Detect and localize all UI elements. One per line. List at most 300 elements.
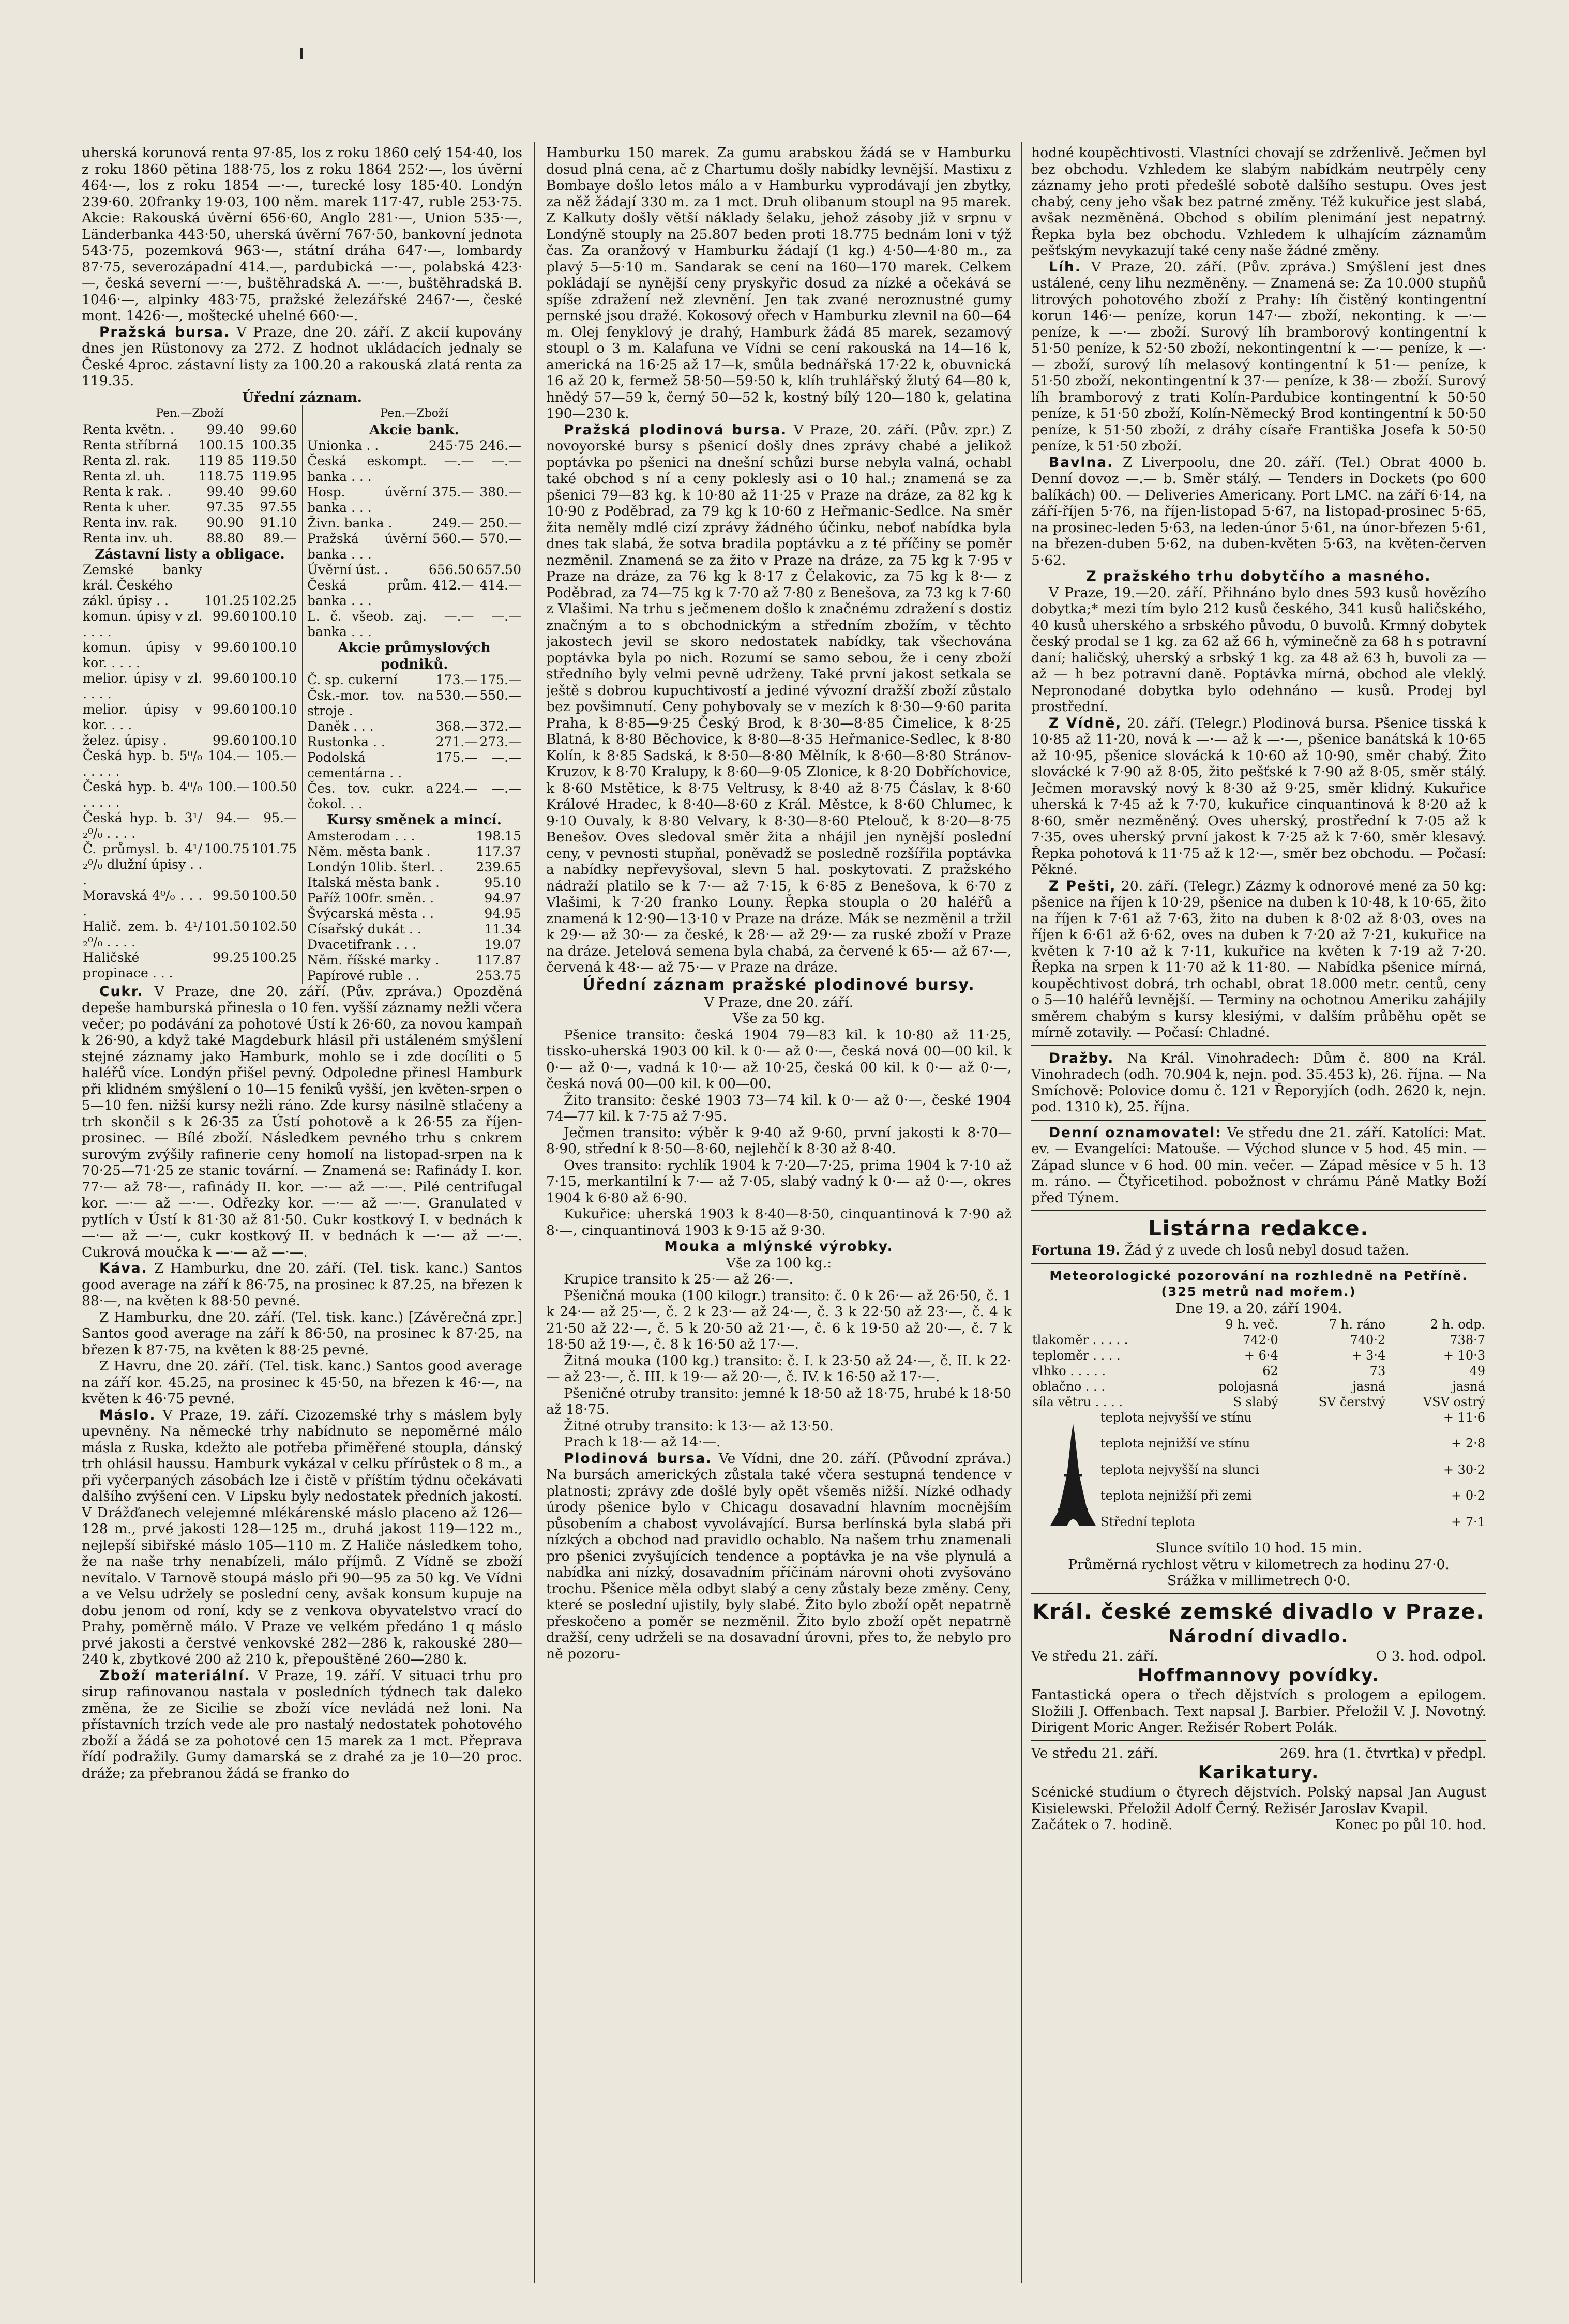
editorial-mailbox-heading: Listárna redakce. <box>1148 1217 1369 1241</box>
divider <box>1031 1120 1486 1121</box>
table-row <box>306 891 522 906</box>
row-value: + 7·1 <box>1451 1514 1485 1529</box>
row-value: + 3·4 <box>1351 1348 1386 1363</box>
row-value: jasná <box>1452 1379 1485 1394</box>
row-value: 104.— <box>207 748 250 763</box>
row-value: 99.40 <box>206 421 244 437</box>
row-label: Londýn 10lib. šterl. . <box>307 859 444 874</box>
row-label: Italská města bank . <box>307 874 440 890</box>
row-label: Renta k rak. . <box>83 484 172 499</box>
row-label: teplota nejnižší ve stínu <box>1100 1436 1250 1451</box>
sugar-text: V Praze, dne 20. září. (Pův. zpráva.) Opozděná depeše hamburská přinesla o 10 fen. vyšší záznamy nežli včera večer; po podávání za pohotové Ústí k 26·60, za novou kampaň k 26·90, a když také Magdeburk hlásil při ustáleném smýšlení stejné záznamy jako Hamburk, mohlo se i zde docíliti o 5 haléřů více. Londýn přišel pevný. Odpoledne přinesl Hamburk při klidném smýšlení o 10—15 feniků vyšší, jen květen-srpen o 5—10 fen. nižší kursy nežli ráno. Zde kursy násilně stlačeny a trh skončil s k 26·35 za Ústí pohotově a k 26·55 za říjen-prosinec. — Bílé zboží. Následkem pevného trhu s cnkrem surovým zvýšily rafinerie ceny homolí na listopad-srpen na k 70·25—71·25 ze stanic tovární. — Znamená se: Rafinády I. kor. 77·— až 78·—, rafinády II. kor. —·— až —·—. Pilé centrifugal kor. —·— až —·—. Odřezky kor. —·— až —·—. Granulated v pytlích v Ústí k 81·30 až 81·50. Cukr kostkový I. v bednách k —·— až —·—, cukr kostkový II. v bednách k —·— až —·—. Cukrová moučka k —·— až —·—. <box>82 983 522 1260</box>
row-label: Renta stříbrná <box>83 437 178 452</box>
butter-text: V Praze, 19. září. Cizozemské trhy s máslem byly upevněny. Na německé trhy nabídnuto se nepoměrné málo másla z Ruska, kdežto ale potřeba přiměřené stoupla, dánský trh ohlásil haussu. Hamburk vykázal v celku přírůstek o 8 m., a při vyčerpaných zásobách lze i čistě v příštím týdnu očekávati dalšího zvýšení cen. V Lipsku byly nedostatek předních jakostí. V Drážďanech velejemné mlékárenské máslo placeno až 126—128 m., prvé jakosti 128—125 m., druhá jakost 119—122 m., nejlepší sibiřské máslo 105—110 m. Z Haliče následkem toho, že na naše trhy nenabízeli, málo příjmů. Z Vídně se zboží nevítalo. V Tarnově stoupá máslo při 90—95 za 50 kg. Ve Vídni a ve Velsu udržely se poslední ceny, avšak konsum kupuje na dobu jenom od roní, kdy se z venkova obyvatelstvo vrací do Prahy, poměrně málo. V Praze ve velkém předáno 1 q máslo prvé jakosti a čerstvé venkovské 282—286 k, rakouské 280—240 k, zbytkové 200 až 210 k, přepouštěné 260—280 k. <box>82 1407 522 1667</box>
row-value: 657.50 <box>476 562 521 577</box>
row-value: 368.— <box>435 719 478 734</box>
table-row <box>82 484 298 500</box>
row-value: 73 <box>1369 1364 1386 1378</box>
row-label: Paříž 100fr. směn. . <box>307 890 434 906</box>
row-value: 95.— <box>263 810 297 825</box>
section-heading: Cukr. <box>99 983 144 1000</box>
meteo-extremes-table <box>1099 1410 1486 1540</box>
table-row <box>82 841 298 888</box>
vienna-text: 20. září. (Telegr.) Plodinová bursa. Pšenice tisská k 10·85 až 11·20, nová k —·— až k —·—, pšenice banátská k 10·65 až 10·95, pšenice slovácká k 10·60 až 10·90, směr chabý. Žito slovácké k 7·90 až 8·05, žito pešťské k 7·90 až 8·05, směr stálý. Ječmen moravský nový k 8·30 až 9·25, směr klidný. Kukuřice uherská k 7·45 až k 7·70, kukuřice cinquantinová k 8·20 až k 8·60, směr nezměněný. Oves uherský, prostřední k 7·05 až k 7·35, oves uherský první jakost k 7·25 až k 7·60, směr klesavý. Řepka pohotová k 11·75 až k 12·—, směr bez obchodu. — Počasí: Pěkné. <box>1031 715 1486 878</box>
row-value: —.— <box>444 454 474 469</box>
row-value: 102.25 <box>251 593 297 608</box>
row-value: 88.80 <box>206 530 244 546</box>
column-2 <box>546 145 1012 2291</box>
row-value: 100.10 <box>251 640 297 655</box>
renta-table <box>82 422 298 546</box>
meteo-row <box>1099 1488 1486 1514</box>
row-label: Haličské propinace . . . <box>83 950 173 980</box>
exchange-rates-heading: Kursy směnek a mincí. <box>327 812 502 828</box>
divider <box>1031 1210 1486 1211</box>
table-row <box>82 453 298 469</box>
row-value: 740·2 <box>1350 1333 1386 1347</box>
row-value: 100.— <box>207 779 250 794</box>
table-row <box>82 950 298 981</box>
divider <box>1031 1045 1486 1046</box>
row-label: Císařský dukát . . <box>307 921 421 937</box>
row-value: 99.25 <box>212 950 250 965</box>
row-value: 99.60 <box>260 421 297 437</box>
show2-end: Konec po půl 10. hod. <box>1335 1817 1486 1833</box>
meteo-row <box>1031 1363 1486 1379</box>
corn-text: Kukuřice: uherská 1903 k 8·40—8·50, cinquantinová k 7·90 až 8·—, cinquantinová 1903 k 9·15 až 9·30. <box>546 1206 1012 1239</box>
dust-text: Prach k 18·— až 14·—. <box>564 1434 721 1450</box>
divider <box>1031 1740 1486 1741</box>
row-value: 90.90 <box>206 515 244 530</box>
row-value: 119.50 <box>251 452 297 468</box>
column-rule <box>534 142 535 2283</box>
row-label: komun. úpisy v kor. . . . . <box>83 640 203 670</box>
row-value: jasná <box>1352 1379 1386 1394</box>
table-row <box>306 953 522 968</box>
table-row <box>82 593 298 609</box>
row-label: Česká hyp. b. 5⁰/₀ . . . . . <box>83 748 203 779</box>
row-value: 97.35 <box>206 499 244 515</box>
row-value: 117.37 <box>476 843 521 859</box>
row-value: 100.50 <box>251 888 297 903</box>
row-label: Papírové ruble . . <box>307 968 420 983</box>
table-row <box>82 515 298 531</box>
row-label: Podolská cementárna . . <box>307 750 402 780</box>
row-value: 100.10 <box>251 609 297 624</box>
meteo-col-header: 9 h. več. <box>1225 1317 1278 1332</box>
row-value: 271.— <box>435 734 478 749</box>
divider <box>1031 1263 1486 1264</box>
section-heading: Z Pešti, <box>1049 878 1117 894</box>
row-value: 94.97 <box>484 890 521 906</box>
row-value: + 11·6 <box>1443 1410 1485 1425</box>
table-row <box>82 810 298 841</box>
meteo-line: Průměrná rychlost větru v kilometrech za hodinu 27·0. <box>1068 1556 1450 1573</box>
pest-text: 20. září. (Telegr.) Zázmy k odnorové mené za 50 kg: pšenice na říjen k 10·29, pšenice na duben k 10·48, k 10·65, žito na říjen k 7·61 až 7·63, žito na duben k 8·02 až 8·03, oves na říjen k 6·61 až 6·62, oves na duben k 7·20 až 7·21, kukuřice na květen k 7·10 až k 7·11, kukuřice na květen k 7·19 až 7·20. Řepka na srpen k 11·70 až k 11·80. — Nabídka pšenice mírná, koupěchtivost dobrá, trh ochabl, obrat 18.000 metr. centů, ceny o 5—10 haléřů levnější. — Terminy na ochotnou Ameriku zahájily směrem chabým s kursy klesiými, v dalším průběhu opět se mírně zotavily. — Počasí: Chladné. <box>1031 878 1486 1040</box>
section-heading: Pražská plodinová bursa. <box>564 421 788 438</box>
pen-zbozi-label: Pen.—Zboží <box>156 407 224 420</box>
row-value: 102.50 <box>251 919 297 934</box>
row-label: Živn. banka . <box>307 516 393 531</box>
section-heading: Dražby. <box>1049 1050 1114 1066</box>
row-label: Renta inv. uh. <box>83 530 173 546</box>
row-value: 560.— <box>432 531 474 546</box>
table-row <box>306 688 522 719</box>
show2-text: Scénické studium o čtyrech dějstvích. Polský napsal Jan August Kisielewski. Přeložil Adolf Černý. Režisér Jaroslav Kvapil. <box>1031 1784 1486 1817</box>
row-value: 250.— <box>479 516 521 531</box>
meteo-col-header: 2 h. odp. <box>1430 1317 1485 1332</box>
vienna-produce-text: Ve Vídni, dne 20. září. (Původní zpráva.) Na bursách amerických zůstala také včera sestupná tendence v platnosti; zprávy zde došlé byly opět všeměs nižší. Nízké odhady úrody pšenice bylo v Chicagu dosavadní hlavním mocnějším působením a chabost vyvolávající. Bursa berlínská byla slabá při nízkých a obchod nad pravidlo ochablo. Na našem trhu znamenali pro pšenici zvyšujících tendence a poptávka je na vše plynulá a nabídka ani nízký, dosavadním příčinám nárovni ohoti zvyšováno trochu. Pšenice měla odbyt slabý a ceny zůstaly beze změny. Ceny, které se poslední ujistily, byly slabé. Žito bylo zboží opět nepatrně přeskočeno a poměr se nezměnil. Žito bylo zboží opět nepatrně dražší, ceny udrželi se na dosavadní úrovni, přes to, že nebylo pro ně pozoru- <box>546 1450 1012 1662</box>
row-value: 530.— <box>435 688 478 703</box>
row-label: komun. úpisy v zl. . . . . <box>83 609 203 639</box>
row-value: 95.10 <box>484 874 521 890</box>
theatre-heading: Král. české zemské divadlo v Praze. <box>1032 1599 1485 1624</box>
row-label: melior. úpisy v kor. . . . <box>83 702 203 732</box>
row-value: 117.87 <box>476 952 521 968</box>
exchange-rates-table <box>306 828 522 984</box>
table-row <box>306 609 522 640</box>
table-row <box>306 859 522 875</box>
section-heading: Máslo. <box>99 1407 156 1423</box>
row-value: 570.— <box>479 531 521 546</box>
table-row <box>82 671 298 702</box>
row-value: 94.— <box>216 810 250 825</box>
row-value: —.— <box>491 781 521 796</box>
show2-start: Začátek o 7. hodině. <box>1031 1817 1173 1833</box>
row-value: 273.— <box>479 734 521 749</box>
show1-date-row <box>1031 1648 1486 1665</box>
row-value: 738·7 <box>1450 1333 1485 1347</box>
row-label: teplota nejvyšší na slunci <box>1100 1462 1259 1477</box>
show1-date: Ve středu 21. září. <box>1031 1648 1158 1664</box>
row-value: 11.34 <box>484 921 521 937</box>
meteo-subtitle: (325 metrů nad mořem.) <box>1161 1285 1356 1299</box>
table-row <box>306 578 522 609</box>
row-value: 100.10 <box>251 702 297 717</box>
row-label: teplota nejvyšší ve stínu <box>1100 1410 1253 1425</box>
section-heading: Plodinová bursa. <box>564 1450 713 1467</box>
row-label: Něm. říšské marky . <box>307 952 440 968</box>
row-label: Unionka . . <box>307 438 379 453</box>
row-value: + 0·2 <box>1451 1488 1485 1503</box>
goods-para <box>82 1668 522 1782</box>
industrial-shares-table <box>306 672 522 812</box>
row-label: L. č. všeob. zaj. banka . . . <box>307 609 427 639</box>
show2-date-row <box>1031 1745 1486 1762</box>
row-label: Česká prům. banka . . . <box>307 578 427 608</box>
row-label: síla větru . . . . <box>1032 1395 1123 1409</box>
row-label: Č. sp. cukerní <box>307 672 398 687</box>
bourse-table-left <box>82 405 298 984</box>
row-label: Č. průmysl. b. 4¹/₂⁰/₀ dlužní úpisy . . . <box>83 841 203 887</box>
table-row <box>82 702 298 733</box>
row-value: 380.— <box>479 485 521 500</box>
table-row <box>306 875 522 891</box>
row-label: vlhko . . . . . <box>1032 1364 1106 1378</box>
scan-mark <box>300 48 303 59</box>
row-value: —.— <box>491 750 521 765</box>
bourse-table-right <box>302 405 522 984</box>
row-value: 656.50 <box>429 562 474 577</box>
row-label: Renta zl. rak. <box>83 452 171 468</box>
row-label: melior. úpisy v zl. . . . . <box>83 671 203 701</box>
row-value: 119.95 <box>251 468 297 484</box>
row-value: 239.65 <box>476 859 521 874</box>
coffee-text: Z Hamburku, dne 20. září. (Tel. tisk. kanc.) Santos good average na září k 86·75, na prosinec k 87.25, na březen k 88·—, na květen k 88·50 pevné. <box>82 1260 522 1309</box>
coffee-para-2: Z Hamburku, dne 20. září. (Tel. tisk. kanc.) [Závěrečná zpr.] Santos good average na září k 86·50, na prosinec k 87·25, na březen k 87·75, na květen k 88·25 pevné. <box>82 1309 522 1358</box>
show2-time: 269. hra (1. čtvrtka) v předpl. <box>1279 1745 1486 1761</box>
show1-text: Fantastická opera o třech dějstvích s prologem a epilogem. Složili J. Offenbach. Text napsal J. Barbier. Přeložil V. J. Novotný. Dirigent Moric Anger. Režisér Robert Polák. <box>1031 1687 1486 1736</box>
section-heading: Pražská bursa. <box>99 324 230 340</box>
unit-line: Vše za 50 kg. <box>732 1010 825 1027</box>
petrin-tower-icon <box>1047 1413 1099 1537</box>
row-label: teplota nejnižší při zemi <box>1100 1488 1252 1503</box>
auctions-text: Na Král. Vinohradech: Dům č. 800 na Král. Vinohradech (odh. 70.904 k, nejn. pod. 35.453 k), 26. října. — Na Smíchově: Polovice domu č. 121 v Řeporyjích (odh. 2620 k, nejn. pod. 1310 k), 25. října. <box>1031 1050 1486 1115</box>
bank-shares-heading: Akcie bank. <box>369 421 459 438</box>
row-value: 101.25 <box>204 593 250 608</box>
table-row <box>306 906 522 922</box>
national-theatre-heading: Národní divadlo. <box>1168 1626 1349 1647</box>
row-label: Rustonka . . <box>307 734 385 749</box>
show1-title: Hoffmannovy povídky. <box>1137 1665 1380 1686</box>
cattle-heading: Z pražského trhu dobytčího a masného. <box>1086 568 1431 584</box>
row-label: Zemské banky král. Českého <box>83 562 203 593</box>
daily-para <box>1031 1125 1486 1206</box>
table-row <box>306 562 522 578</box>
row-value: + 6·4 <box>1244 1348 1278 1363</box>
row-value: 94.95 <box>484 906 521 921</box>
spirits-text: V Praze, 20. září. (Pův. zpráva.) Smýšlení jest dnes ustálené, ceny lihu nezměněny. — Znamená se: Za 10.000 stupňů litrových pohotového zboží z Prahy: líh čistěný kontingentní korun 146·— peníze, korun 147·— zboží, nekonting. k —·— peníze, k —·— zboží. Surový líh bramborový kontingentní k 51·50 peníze, k 52·50 zboží, nekontingentní k —·— peníze, k —·— zboží, surový líh melasový kontingentní k 51·— peníze, k 51·50 zboží, nekontingentní k 37·— peníze, k 38·— zboží. Surový líh bramborový z trati Kolín-Pardubice kontingentní k 50·50 peníze, k 51·50 zboží, Kolín-Německý Brod kontingentní k 50·50 peníze, k 51·50 zboží, z dráhy císaře Františka Josefa k 50·50 peníze, k 51·50 zboží. <box>1031 259 1486 454</box>
row-value: S slabý <box>1233 1395 1278 1409</box>
table-row <box>82 640 298 671</box>
row-value: 414.— <box>479 578 521 593</box>
row-value: 99.60 <box>212 733 250 748</box>
meteo-row <box>1099 1436 1486 1461</box>
row-value: 99.60 <box>260 484 297 499</box>
meteo-row <box>1099 1462 1486 1488</box>
fortuna-label: Fortuna 19. <box>1031 1242 1121 1258</box>
row-value: + 30·2 <box>1443 1462 1485 1477</box>
fortuna-text: Žád ý z uvede ch losů nebyl dosud tažen. <box>1124 1242 1409 1258</box>
row-value: 101.75 <box>251 841 297 856</box>
coffee-para <box>82 1260 522 1309</box>
table-row <box>306 734 522 750</box>
cattle-text: V Praze, 19.—20. září. Přihnáno bylo dnes 593 kusů hovězího dobytka;* mezi tím bylo 212 kusů českého, 341 kusů haličského, 40 kusů uherského a srbského původu, 0 buvolů. Krmný dobytek český prodal se 1 kg. za 62 až 66 h, výminečně za 68 h s potravní daní; haličský, uherský a srbský 1 kg. za 48 až 63 h, buvoli za — až — h bez potravní daně. Poptávka mírná, obchod ale vleklý. Nepronodané dobytka bylo odehnáno — kusů. Prodej byl prostřední. <box>1031 584 1486 715</box>
row-label: Česká hyp. b. 3¹/₂⁰/₀ . . . . <box>83 810 203 841</box>
table-row <box>306 750 522 781</box>
row-label: Česká hyp. b. 4⁰/₀ . . . . . <box>83 779 203 810</box>
cotton-text: Z Liverpoolu, dne 20. září. (Tel.) Obrat 4000 b. Denní dovoz —.— b. Směr stálý. — Tenders in Dockets (po 600 balíkách) 00. — Deliveries Americany. Port LMC. na září 6·14, na září-říjen 5·76, na říjen-listopad 5·67, na listopad-prosinec 5·65, na prosinec-leden 5·63, na leden-únor 5·61, na únor-březen 5·61, na březen-duben 5·62, na duben-květen 5·63, na květen-červen 5·62. <box>1031 454 1486 568</box>
row-label: Daněk . . . <box>307 719 374 734</box>
row-value: —.— <box>491 454 521 469</box>
row-value: 19.07 <box>484 937 521 952</box>
row-value: VSV ostrý <box>1423 1395 1485 1409</box>
row-label: Čsk.-mor. tov. na stroje . <box>307 688 434 718</box>
meteo-row <box>1031 1379 1486 1394</box>
row-value: 198.15 <box>476 828 521 843</box>
section-heading: Líh. <box>1049 259 1081 275</box>
prague-bourse-para <box>82 324 522 389</box>
row-label: Pražská úvěrní banka . . . <box>307 531 427 562</box>
flour-heading: Mouka a mlýnské výrobky. <box>664 1239 894 1255</box>
official-record-heading: Úřední záznam. <box>242 389 362 405</box>
row-value: 224.— <box>435 781 478 796</box>
bran-text: Pšeničné otruby transito: jemné k 18·50 až 18·75, hrubé k 18·50 až 18·75. <box>546 1385 1012 1417</box>
table-row <box>306 719 522 734</box>
row-value: 375.— <box>432 485 474 500</box>
produce-bourse-text: V Praze, 20. září. (Pův. zpr.) Z novoyorské bursy s pšenicí došly dnes zprávy chabé a jelikož poptávka po pšenici na dnešní schůzi burse nebyla valná, ochabl také obchod s ní a ceny poklesly asi o 10 hal.; znamená se za pšenici 79—83 kg. k 10·80 až 11·25 v Praze na dráze, za 82 kg k 10·90 z Poděbrad, za 79 kg k 10·60 z Heřmanic-Sedlce. Na směr žita neměly mdlé cizí zprávy žádného účinku, neboť nabídka byla dnes tak slabá, že sotva bradila poptávku a z té příčiny se poměr nezměnil. Znamená se za žito v Praze na dráze, za 75 kg k 7·95 v Praze na dráze, za 76 kg k 8·17 z Čelakovic, za 75 kg k 8·— z Poděbrad, za 74—75 kg k 7·70 až 7·80 z Benešova, za 73 kg k 7·60 z Vlašimi. Na trhu s ječmenem došlo k značnému zdražení s dostiz značným a to s obchodnickým a středním zbožím, v těchto jakostech jevil se skoro nedostatek nabídky, tak všechována poptávka byla po nich. Rozumí se samo sebou, že i ceny zboží středního byly velmi pevně udrženy. Také první jakost setkala se ještě s dobrou kupuchtivostí a jediné vývozní dražší zboží zůstalo bez povšimnutí. Ceny pohybovaly se v mezích k 8·30—9·60 parita Praha, k 8·85—9·25 Český Brod, k 8·30—8·85 Čimelice, k 8·25 Blatná, k 8·80 Běchovice, k 8·80—8·35 Heřmanice-Sedlec, k 8·80 Kolín, k 8·85 Sadská, k 8·50—8·80 Mělník, k 8·60—8·80 Stránov-Kruzov, k 8·70 Kralupy, k 8·60—9·05 Zlonice, k 8·20 Dobříchovice, k 8·60 Mstětice, k 8·75 Veltrusy, k 8·40 až 8·75 Čáslav, k 8·60 Králové Hradec, k 8·40—8·60 z Král. Městce, k 8·60 Chlumec, k 9·10 Ouvaly, k 8·80 Velvary, k 8·30—8·60 Ptelouč, k 8·20—8·75 Benešov. Oves sledoval směr žita a nhájil jen nynější poslední ceny, v pevnosti stupňal, poněvadž se posledně rozšířila poptávka a nabídky nepřevyšoval, slevn 5 hal. poskytovati. Z pražského nádraží platilo se k 7·— až 7·15, k 6·85 z Benešova, k 6·70 z Vlašimi, k 7·20 franko Louny. Řepka stoupla o 20 haléřů a znamená k 12·90—13·10 v Praze na dráze. Mák se nezměnil a tržil k 29·— až 30·— za české, k 28·— až 29·— za ruské zboží v Praze na dráze. Jetelová semena byla chabá, za červené k 65·— až 67·—, červená k 48·— až 75·— v Praze na dráze. <box>546 421 1012 975</box>
row-label: Něm. města bank . <box>307 843 431 859</box>
table-row <box>82 422 298 437</box>
meteo-row <box>1099 1410 1486 1436</box>
table-row <box>82 562 298 593</box>
vienna-exchange-text: uherská korunová renta 97·85, los z roku 1860 celý 154·40, los z roku 1860 pětina 188·75, los z roku 1864 252·—, los úvěrní 464·—, los z roku 1854 —·—, turecké losy 185·40. Londýn 239·60. 20franky 19·03, 100 něm. marek 117·47, ruble 253·75. Akcie: Rakouská úvěrní 656·60, Anglo 281·—, Union 535·—, Länderbanka 443·50, uherská úvěrní 767·50, bankovní jednota 543·75, pozemková 963·—, státní dráha 647·—, lombardy 87·75, severozápadní 414.—, pardubická —·—, polabská 423·—, česká severní —·—, buštěhradská A. —·—, buštěhradská B. 1046·—, alpinky 483·75, pražské železářské 2467·—, české mont. 1426·—, moštecké uhelné 660·—. <box>82 145 522 324</box>
bonds-table <box>82 562 298 981</box>
wheat-text: Pšenice transito: česká 1904 79—83 kil. k 10·80 až 11·25, tissko-uherská 1903 00 kil. k 0·— až 0·—, česká nová 00—00 kil. k 0·— až 0·—, vadná k 10·— až 10·25, česká 00 kil. k 0·— až 0·—, česká nová 00—00 kil. k 00—00. <box>546 1027 1012 1092</box>
column-rule <box>1021 142 1022 2283</box>
row-value: 100.10 <box>251 671 297 686</box>
row-label: Renta zl. uh. <box>83 468 165 484</box>
section-heading: Bavlna. <box>1049 454 1114 471</box>
row-value: 89.— <box>263 530 297 546</box>
show1-time: O 3. hod. odpol. <box>1376 1648 1486 1664</box>
bank-shares-table <box>306 438 522 640</box>
row-value: + 2·8 <box>1451 1436 1485 1451</box>
column-3 <box>1031 145 1486 2291</box>
row-value: 118.75 <box>198 468 244 484</box>
row-value: 100.25 <box>251 950 297 965</box>
bran-text: Žitné otruby transito: k 13·— až 13·50. <box>564 1417 834 1434</box>
flour-text: Žitná mouka (100 kg.) transito: č. I. k 23·50 až 24·—, č. II. k 22·— až 23·—, č. III. k 19·— až 20·—, č. IV. k 16·50 až 17·—. <box>546 1352 1012 1385</box>
meteo-col-header <box>1031 1317 1183 1332</box>
meteo-line: Slunce svítilo 10 hod. 15 min. <box>1155 1540 1362 1556</box>
meteo-title: Meteorologické pozorování na rozhledně na Petříně. <box>1049 1268 1468 1283</box>
meteo-date: Dne 19. a 20. září 1904. <box>1175 1300 1342 1317</box>
table-row <box>82 500 298 515</box>
row-label: Hosp. úvěrní banka . . . <box>307 485 427 515</box>
coffee-para-3: Z Havru, dne 20. září. (Tel. tisk. kanc.) Santos good average na září kor. 45.25, na prosinec k 45·50, na březen k 46·—, na květen k 46·75 pevné. <box>82 1358 522 1407</box>
row-value: 372.— <box>479 719 521 734</box>
resin-text: Hamburku 150 marek. Za gumu arabskou žádá se v Hamburku dosud plná cena, ač z Chartumu došly nabídky levnější. Mastixu z Bombaye došlo letos málo a v Hamburku vyprodávají jen zbytky, za něž žádají 330 m. za 1 mct. Druh olibanum stoupl na 95 marek. Z Kalkuty došly větší náklady šelaku, jehož zásoby již v srpnu v Londýně stouply na 25.807 beden proti 18.775 bednám loni v týž čas. Za oranžový v Hamburku žádají (1 kg.) 4·50—4·80 m., za plavý 5—5·10 m. Sandarak se cení na 160—170 marek. Celkem pokládají se nynější ceny pryskyřic dosud za nízké a očekává se spíše zdražení než zlevnění. Jen tak zvané neroznustné gumy pernské jsou dražé. Kokosový ořech v Hamburku zlevnil na 60—64 m. Olej fenyklový je drahý, Hamburk žádá 85 marek, sezamový stoupl o 3 m. Kalafuna ve Vídni se cení rakouská na 14—16 k, americká na 16·25 až 17—k, smůla bednářská 17·22 k, obuvnická 16 až 20 k, fermež 58·50—59·50 k, klíh truhlářský žlutý 64—80 k, hnědý 57—59 k, černý 50—52 k, kostný bílý 120—180 k, gelatina 190—230 k. <box>546 145 1012 421</box>
row-value: 175.— <box>435 750 478 765</box>
row-label: Renta k uher. <box>83 499 171 515</box>
produce-bourse-para <box>546 422 1012 976</box>
show2-date: Ve středu 21. září. <box>1031 1745 1158 1761</box>
flour-text: Pšeničná mouka (100 kilogr.) transito: č. 0 k 26·— až 26·50, č. 1 k 24·— až 25·—, č. 2 k 23·— až 24·—, č. 3 k 22·50 až 23·—, č. 4 k 21·50 až 22·—, č. 5 k 20·50 až 21·—, č. 6 k 19·50 až 20·—, č. 7 k 18·50 až 19·—, č. 8 k 16·50 až 17·—. <box>546 1287 1012 1352</box>
table-row <box>306 937 522 953</box>
row-value: —.— <box>491 609 521 624</box>
row-value: 105.— <box>255 748 297 763</box>
row-value: 175.— <box>479 672 521 687</box>
row-value: —.— <box>444 609 474 624</box>
row-value: 99.60 <box>212 640 250 655</box>
row-value: 100.50 <box>251 779 297 794</box>
row-value: 99.60 <box>212 609 250 624</box>
table-row <box>306 438 522 454</box>
sugar-para <box>82 984 522 1261</box>
row-value <box>251 562 298 593</box>
row-value: 100.75 <box>204 841 250 856</box>
bourse-tables <box>82 405 522 984</box>
meteo-row <box>1031 1348 1486 1363</box>
daily-text: Ve středu dne 21. září. Katolíci: Mat. ev. — Evangelíci: Matouše. — Východ slunce v 5 hod. 45 min. — Západ slunce v 6 hod. 00 min. večer. — Západ měsíce v 5 h. 13 m. ráno. — Čtyřicetihod. pobožnost v chrámu Páně Matky Boží před Týnem. <box>1031 1124 1486 1206</box>
meteo-header-row <box>1031 1317 1486 1332</box>
row-label: teploměr . . . . <box>1032 1348 1121 1363</box>
goods-text: V Praze, 19. září. V situaci trhu pro sirup rafinovanou nastala v posledních týdnech tak daleko změna, že ze Sicilie se zboží více nevládá než loni. Na přístavních trzích vede ale pro nastalý nedostatek pohotového zboží a žádá se za pohotové cen 15 marek za 1 mct. Přeprava řídí podražily. Gumy damarská se z drahé za je 10—20 proc. dráže; za přebranou žádá se franko do <box>82 1667 522 1782</box>
oats-text: Oves transito: rychlík 1904 k 7·20—7·25, prima 1904 k 7·10 až 7·15, merkantilní k 7·— až 7·05, slabý vadný k 0·— až 0·—, okres 1904 k 6·80 až 6·90. <box>546 1157 1012 1206</box>
row-value <box>203 562 250 593</box>
row-value: 100.35 <box>251 437 297 452</box>
row-value: 99.60 <box>212 671 250 686</box>
fortuna-para <box>1031 1242 1486 1259</box>
row-label: Úvěrní úst. . <box>307 562 388 577</box>
auctions-para <box>1031 1050 1486 1115</box>
bonds-heading: Zástavní listy a obligace. <box>95 546 285 562</box>
meteo-extra-block <box>1031 1410 1486 1540</box>
official-produce-heading: Úřední záznam pražské plodinové bursy. <box>582 975 975 994</box>
row-value: 173.— <box>435 672 478 687</box>
section-heading: Z Vídně, <box>1049 715 1122 731</box>
row-value: 99.40 <box>206 484 244 499</box>
prague-bourse-text: V Praze, dne 20. září. Z akcií kupovány dnes jen Rüstonovy za 272. Z hodnot ukládacích jednaly se České 4proc. zástavní listy za 100.20 a rakouská zlatá renta za 119.35. <box>82 324 522 389</box>
pen-zbozi-label: Pen.—Zboží <box>380 407 448 420</box>
table-row <box>306 485 522 516</box>
meteo-table <box>1031 1317 1486 1410</box>
table-row <box>82 888 298 919</box>
rye-text: Žito transito: české 1903 73—74 kil. k 0·— až 0·—, české 1904 74—77 kil. k 7·75 až 7·95. <box>546 1092 1012 1124</box>
row-label: Švýcarská města . . <box>307 906 434 921</box>
flour-text: Krupice transito k 25·— až 26·—. <box>564 1271 794 1287</box>
meteo-col-header: 7 h. ráno <box>1329 1317 1386 1332</box>
row-label: oblačno . . . <box>1032 1379 1105 1394</box>
pest-para <box>1031 878 1486 1041</box>
row-label: zákl. úpisy . . <box>83 593 169 608</box>
table-row <box>306 454 522 485</box>
table-row <box>82 469 298 484</box>
row-value: 742·0 <box>1243 1333 1278 1347</box>
row-value: 91.10 <box>260 515 297 530</box>
row-label: Amsterodam . . . <box>307 828 415 843</box>
row-value: 49 <box>1469 1364 1485 1378</box>
divider <box>1031 1593 1486 1594</box>
row-value: 101.50 <box>204 919 250 934</box>
row-value: SV čerstvý <box>1318 1395 1386 1409</box>
vienna-produce-para <box>546 1451 1012 1663</box>
column-1 <box>82 145 522 2291</box>
spirits-para <box>1031 259 1486 455</box>
row-label: Dvacetifrank . . . <box>307 937 416 952</box>
row-value: 253.75 <box>476 968 521 983</box>
row-value: 62 <box>1262 1364 1278 1378</box>
cotton-para <box>1031 455 1486 569</box>
row-label: želez. úpisy . <box>83 733 167 748</box>
industrial-shares-heading: Akcie průmyslových podniků. <box>338 640 491 672</box>
show2-title: Karikatury. <box>1198 1762 1320 1783</box>
row-label: Renta inv. rak. <box>83 515 178 530</box>
row-value: 100.15 <box>198 437 244 452</box>
table-row <box>306 968 522 984</box>
meteo-row <box>1031 1332 1486 1348</box>
unit-line: Vše za 100 kg.: <box>726 1255 832 1271</box>
meteo-lines <box>1031 1540 1486 1589</box>
table-row <box>306 922 522 937</box>
row-label: Střední teplota <box>1100 1514 1196 1529</box>
row-label: Česká eskompt. banka . . . <box>307 454 427 484</box>
row-label: Renta květn. . <box>83 421 174 437</box>
row-value: polojasná <box>1218 1379 1278 1394</box>
row-label: tlakoměr . . . . . <box>1032 1333 1128 1347</box>
butter-para <box>82 1407 522 1668</box>
